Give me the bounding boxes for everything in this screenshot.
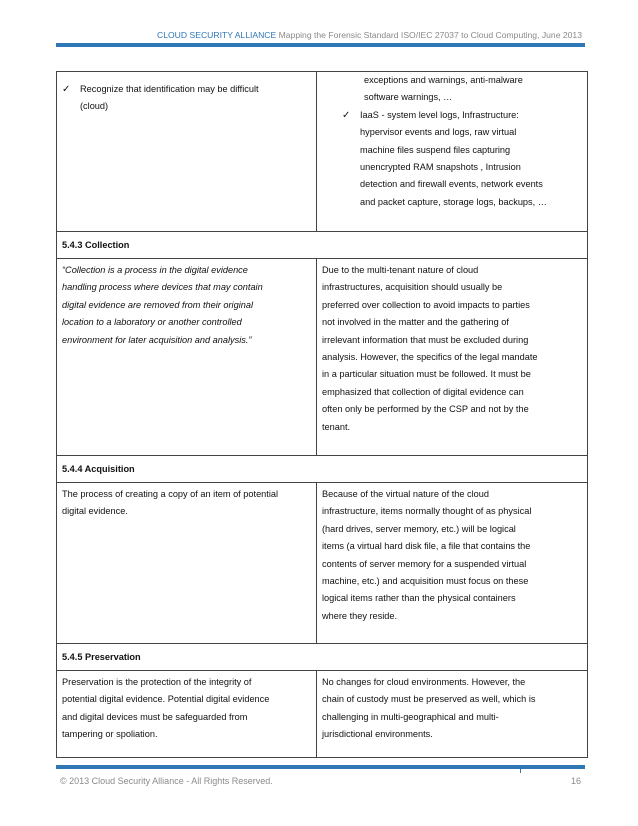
text-line: hypervisor events and logs, raw virtual <box>360 127 517 138</box>
text-line: irrelevant information that must be excluded during <box>322 334 529 345</box>
text-line: challenging in multi-geographical and multi- <box>322 711 499 722</box>
text-line: often only be performed by the CSP and not by the <box>322 404 529 415</box>
text-line: preferred over collection to avoid impacts to parties <box>322 299 530 310</box>
cell-left <box>57 72 317 232</box>
section-title: 5.4.4 Acquisition <box>62 464 135 474</box>
text-line: logical items rather than the physical containers <box>322 593 516 604</box>
header-rule <box>56 43 585 47</box>
text-line: unencrypted RAM snapshots , Intrusion <box>360 162 521 173</box>
text-line: machine files suspend files capturing <box>360 144 511 155</box>
table-row-top <box>57 72 588 232</box>
text-line: detection and firewall events, network events <box>360 179 543 190</box>
text-line: tenant. <box>322 421 351 432</box>
text-line: environment for later acquisition and analysis.” <box>62 334 252 345</box>
section-title-row <box>57 456 588 483</box>
text-line: emphasized that collection of digital evidence can <box>322 386 524 397</box>
text-line: infrastructure, items normally thought of as physical <box>322 506 532 517</box>
text-line: Because of the virtual nature of the cloud <box>322 489 490 499</box>
text-line: contents of server memory for a suspended virtual <box>322 558 527 569</box>
text-line: where they reside. <box>322 610 398 621</box>
cell-left <box>57 259 317 456</box>
text-line: No changes for cloud environments. However, the <box>322 677 526 687</box>
section-title-cell <box>57 644 588 671</box>
table-row-acquisition <box>57 483 588 644</box>
cell-left <box>57 483 317 644</box>
text-line: location to a laboratory or another controlled <box>62 317 242 328</box>
footer-tick <box>520 765 521 773</box>
cell-right <box>317 483 588 644</box>
section-title-row <box>57 232 588 259</box>
text-line: analysis. However, the specifics of the legal mandate <box>322 352 538 363</box>
text-line: exceptions and warnings, anti-malware <box>364 75 523 85</box>
text-line: tampering or spoliation. <box>62 729 158 740</box>
checklist-text-line: Recognize that identification may be difficult <box>80 84 259 94</box>
text-line: and digital devices must be safeguarded from <box>62 711 248 722</box>
text-line: jurisdictional environments. <box>322 729 433 740</box>
text-line: items (a virtual hard disk file, a file that contains the <box>322 541 531 552</box>
header-brand: CLOUD SECURITY ALLIANCE <box>157 30 277 40</box>
table-row-collection <box>57 259 588 456</box>
text-line: infrastructures, acquisition should usually be <box>322 282 503 293</box>
text-line: in a particular situation must be followed. It must be <box>322 369 531 380</box>
cell-left <box>57 671 317 758</box>
footer-copyright: © 2013 Cloud Security Alliance - All Rights Reserved. <box>60 776 273 786</box>
checkmark-icon: ✓ <box>62 84 71 95</box>
checklist-item <box>317 107 587 211</box>
text-line: handling process where devices that may contain <box>62 282 263 293</box>
header-title: Mapping the Forensic Standard ISO/IEC 27037 to Cloud Computing, June 2013 <box>278 30 582 40</box>
text-line: and packet capture, storage logs, backups, … <box>360 196 547 207</box>
text-line: (hard drives, server memory, etc.) will be logical <box>322 523 516 534</box>
text-line: software warnings, … <box>364 92 453 103</box>
cell-right <box>317 72 588 232</box>
text-line: not involved in the matter and the gathering of <box>322 317 509 328</box>
section-title: 5.4.3 Collection <box>62 240 130 250</box>
text-line: “Collection is a process in the digital evidence <box>62 265 248 275</box>
section-title: 5.4.5 Preservation <box>62 652 141 662</box>
text-line: IaaS - system level logs, Infrastructure: <box>360 109 519 120</box>
text-line: digital evidence. <box>62 506 128 517</box>
section-title-cell <box>57 456 588 483</box>
text-line: potential digital evidence. Potential digital evidence <box>62 694 270 705</box>
cell-right <box>317 259 588 456</box>
text-line: Preservation is the protection of the integrity of <box>62 677 252 687</box>
section-title-row <box>57 644 588 671</box>
table-row-preservation <box>57 671 588 758</box>
text-line: The process of creating a copy of an item of potential <box>62 489 279 499</box>
text-line: digital evidence are removed from their original <box>62 299 253 310</box>
footer-rule <box>56 765 585 769</box>
cell-right <box>317 671 588 758</box>
checklist-item <box>62 81 311 116</box>
page-number: 16 <box>570 776 581 786</box>
checkmark-icon: ✓ <box>342 109 351 121</box>
text-line: machine, etc.) and acquisition must focus on these <box>322 576 529 587</box>
mapping-table <box>56 71 588 758</box>
page-header <box>157 30 582 40</box>
text-line: Due to the multi-tenant nature of cloud <box>322 265 479 275</box>
checklist-text-line: (cloud) <box>80 101 109 112</box>
section-title-cell <box>57 232 588 259</box>
text-line: chain of custody must be preserved as well, which is <box>322 694 536 705</box>
